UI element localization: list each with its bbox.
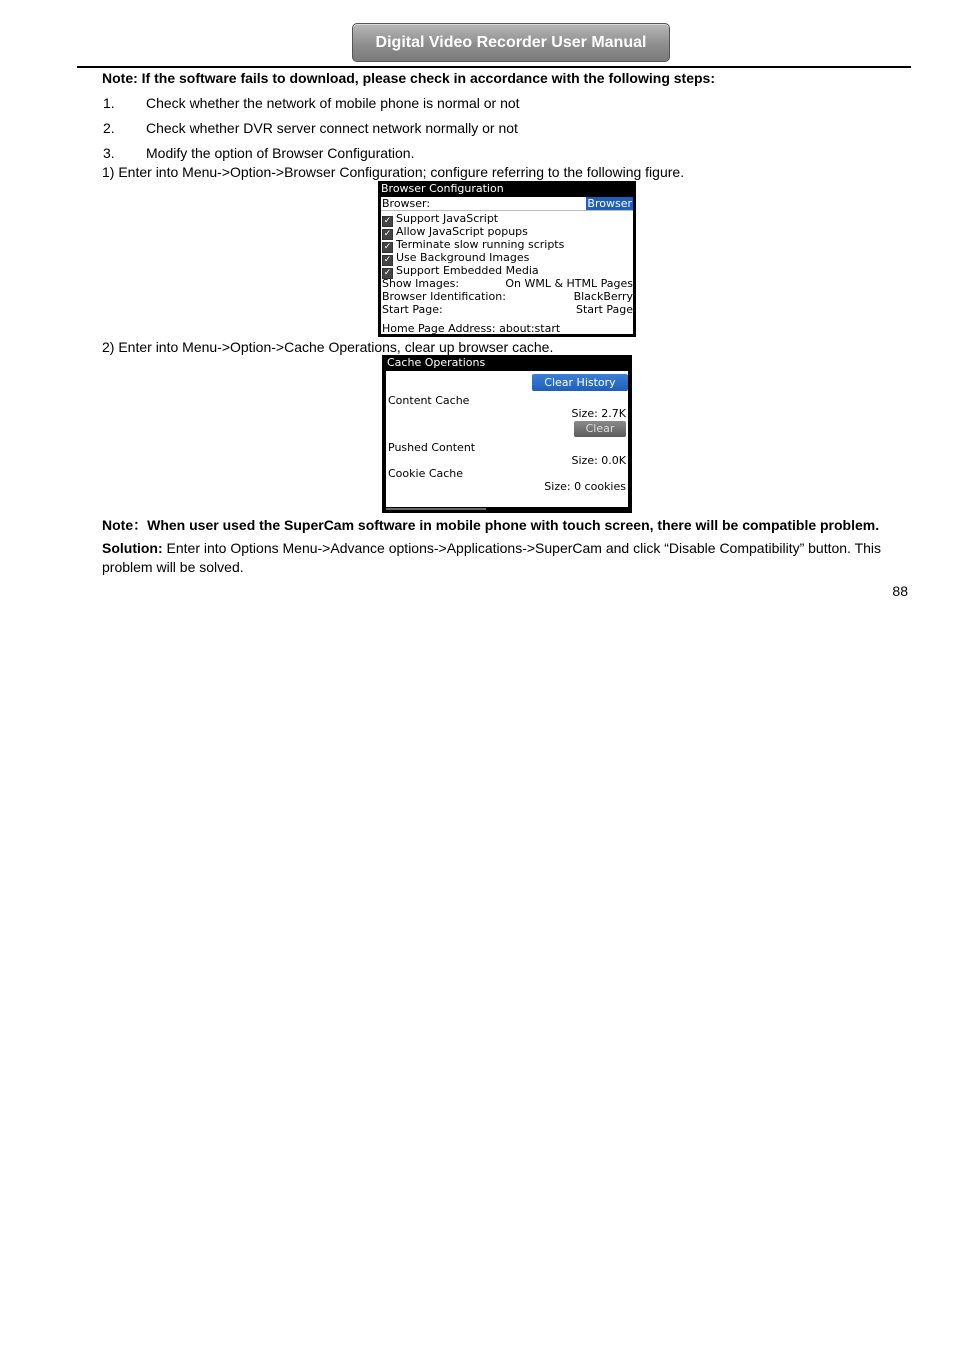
browser-config-screenshot xyxy=(378,181,636,337)
step-3-number: 3. xyxy=(103,145,115,161)
checkbox-row-embedded-media[interactable] xyxy=(381,264,633,277)
browser-value[interactable]: Browser xyxy=(587,197,632,210)
cookie-cache-label: Cookie Cache xyxy=(388,467,464,480)
solution-paragraph-line1 xyxy=(102,540,881,557)
download-note: Note: If the software fails to download, please check in accordance with the following steps: xyxy=(102,70,715,86)
step-1-text: Check whether the network of mobile phone is normal or not xyxy=(146,95,520,111)
checkbox-label: Allow JavaScript popups xyxy=(396,225,528,238)
header-divider xyxy=(77,66,911,68)
checkbox-checked-icon[interactable]: ✓ xyxy=(383,268,392,278)
manual-title-badge xyxy=(352,23,670,62)
browser-row-divider xyxy=(381,210,633,211)
checkbox-row-terminate-scripts[interactable] xyxy=(381,238,633,251)
home-page-address[interactable]: Home Page Address: about:start xyxy=(382,322,561,335)
browser-id-label: Browser Identification: xyxy=(382,290,506,303)
browser-label: Browser: xyxy=(382,197,431,210)
content-cache-size: Size: 2.7K xyxy=(571,407,626,420)
solution-label: Solution: xyxy=(102,540,163,556)
checkbox-row-allow-popups[interactable] xyxy=(381,225,633,238)
checkbox-label: Use Background Images xyxy=(396,251,530,264)
start-page-row[interactable] xyxy=(381,303,633,316)
browser-config-panel xyxy=(381,197,633,334)
instruction-cache-ops: 2) Enter into Menu->Option->Cache Operations, clear up browser cache. xyxy=(102,339,554,355)
scroll-indicator xyxy=(386,508,486,510)
cache-ops-screenshot xyxy=(382,355,632,513)
solution-text-line2: problem will be solved. xyxy=(102,559,244,575)
checkbox-row-support-javascript[interactable] xyxy=(381,212,633,225)
checkbox-label: Support Embedded Media xyxy=(396,264,539,277)
clear-history-button[interactable]: Clear History xyxy=(532,374,628,391)
checkbox-label: Support JavaScript xyxy=(396,212,499,225)
checkbox-checked-icon[interactable]: ✓ xyxy=(383,242,392,252)
manual-title: Digital Video Recorder User Manual xyxy=(375,33,647,51)
checkbox-row-background-images[interactable] xyxy=(381,251,633,264)
start-page-value[interactable]: Start Page xyxy=(576,303,633,316)
clear-content-cache-button[interactable]: Clear xyxy=(574,421,626,437)
solution-text-line1: Enter into Options Menu->Advance options->Applications->SuperCam and click “Disable Compatibility” button. This xyxy=(162,540,882,556)
step-2-number: 2. xyxy=(103,120,115,136)
browser-config-title: Browser Configuration xyxy=(381,182,504,195)
browser-id-value[interactable]: BlackBerry xyxy=(573,290,633,303)
pushed-content-size: Size: 0.0K xyxy=(571,454,626,467)
show-images-row[interactable] xyxy=(381,277,633,290)
pushed-content-label: Pushed Content xyxy=(388,441,476,454)
checkbox-checked-icon[interactable]: ✓ xyxy=(383,255,392,265)
step-2-text: Check whether DVR server connect network normally or not xyxy=(146,120,518,136)
checkbox-label: Terminate slow running scripts xyxy=(396,238,565,251)
page-number: 88 xyxy=(892,583,908,599)
show-images-label: Show Images: xyxy=(382,277,460,290)
home-page-row[interactable] xyxy=(381,322,633,335)
cache-ops-title: Cache Operations xyxy=(387,356,486,369)
touch-screen-note: Note：When user used the SuperCam software in mobile phone with touch screen, there will be compatible problem. xyxy=(102,517,880,533)
start-page-label: Start Page: xyxy=(382,303,443,316)
checkbox-checked-icon[interactable]: ✓ xyxy=(383,216,392,226)
content-cache-label: Content Cache xyxy=(388,394,470,407)
step-3-text: Modify the option of Browser Configuration. xyxy=(146,145,415,161)
cache-ops-panel xyxy=(386,371,628,507)
browser-row[interactable] xyxy=(381,197,633,210)
step-1-number: 1. xyxy=(103,95,115,111)
show-images-value[interactable]: On WML & HTML Pages xyxy=(505,277,633,290)
cookie-cache-size: Size: 0 cookies xyxy=(544,480,626,493)
checkbox-checked-icon[interactable]: ✓ xyxy=(383,229,392,239)
browser-id-row[interactable] xyxy=(381,290,633,303)
instruction-browser-config: 1) Enter into Menu->Option->Browser Configuration; configure referring to the following figure. xyxy=(102,164,685,180)
